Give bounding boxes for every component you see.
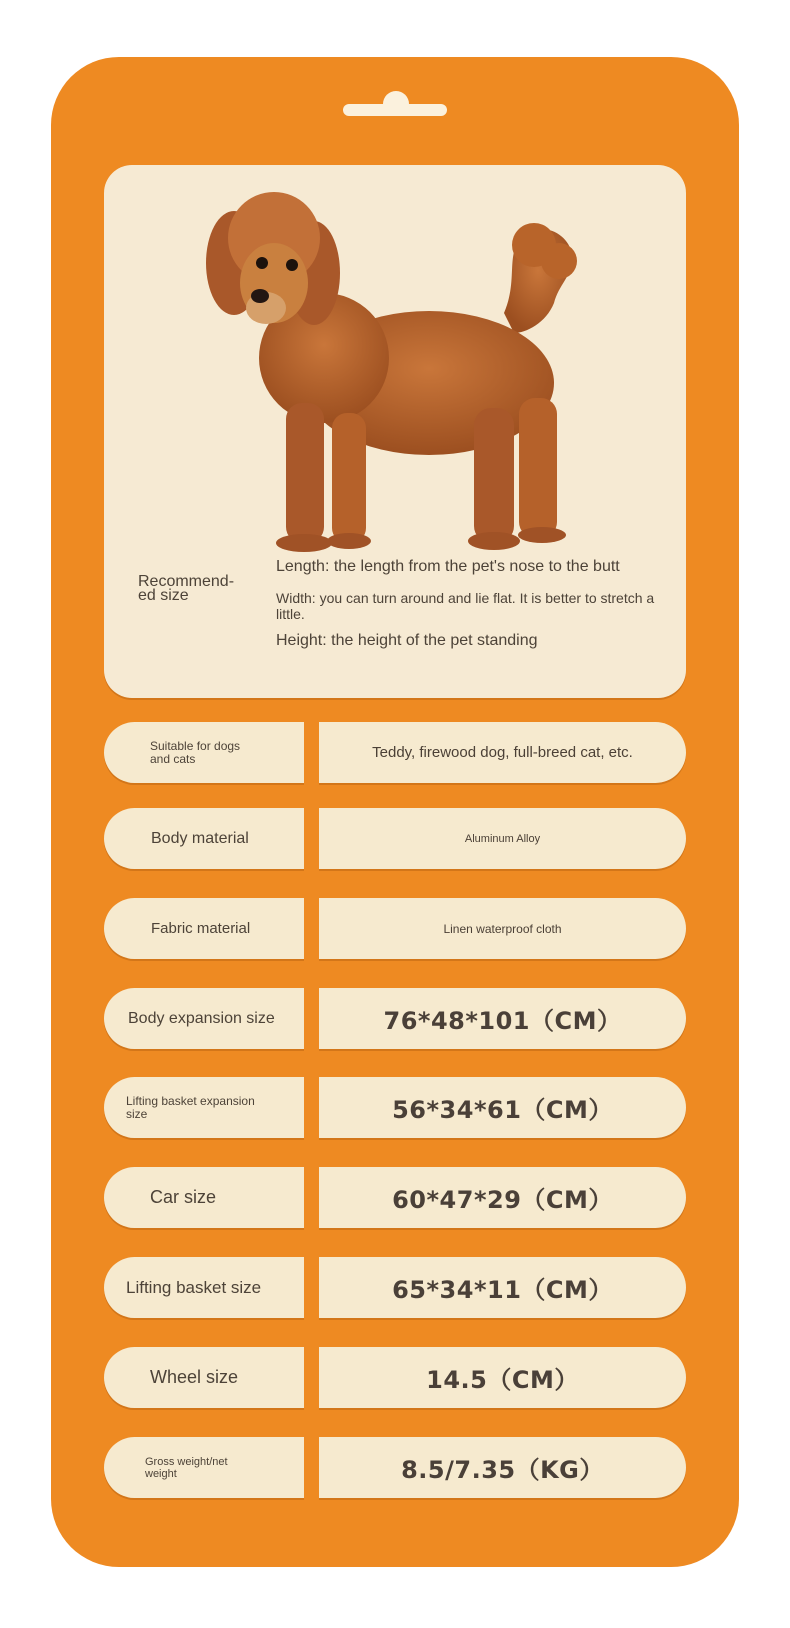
spec-row-basket-size [104, 1257, 686, 1318]
spec-row-body-material [104, 808, 686, 869]
spec-label: Body expansion size [128, 1009, 275, 1027]
poodle-image [174, 183, 614, 555]
spec-label: Car size [150, 1187, 217, 1207]
spec-label: Fabric material [151, 920, 251, 937]
spec-value: 60*47*29（CM） [392, 1186, 613, 1214]
spec-row-weight [104, 1437, 686, 1498]
spec-label: Lifting basket expansion size [126, 1093, 255, 1121]
recommended-size-title: Recommend- ed size [138, 573, 235, 604]
spec-label: Suitable for dogs and cats [150, 738, 241, 766]
spec-row-wheel-size [104, 1347, 686, 1408]
spec-row-basket-expansion [104, 1077, 686, 1138]
length-description: Length: the length from the pet's nose to the butt [276, 558, 620, 575]
width-description: Width: you can turn around and lie flat. It is better to stretch a little. [276, 590, 655, 622]
spec-value: 14.5（CM） [426, 1366, 579, 1394]
spec-label: Body material [151, 829, 249, 847]
spec-value: Aluminum Alloy [464, 832, 541, 845]
spec-row-fabric-material [104, 898, 686, 959]
spec-label: Gross weight/net weight [145, 1455, 228, 1480]
spec-label: Lifting basket size [126, 1277, 262, 1297]
height-description: Height: the height of the pet standing [276, 632, 538, 649]
spec-value: 56*34*61（CM） [392, 1096, 613, 1124]
spec-row-car-size [104, 1167, 686, 1228]
spec-row-body-expansion [104, 988, 686, 1049]
spec-value: 76*48*101（CM） [383, 1007, 622, 1035]
spec-row-suitable [104, 722, 686, 783]
spec-value: 65*34*11（CM） [392, 1276, 613, 1304]
spec-label: Wheel size [150, 1367, 239, 1387]
spec-value: Linen waterproof cloth [443, 921, 562, 936]
hanger-slot [343, 104, 447, 116]
spec-value: 8.5/7.35（KG） [401, 1456, 604, 1484]
size-guide-panel [104, 165, 686, 698]
spec-value: Teddy, firewood dog, full-breed cat, etc. [372, 744, 633, 761]
